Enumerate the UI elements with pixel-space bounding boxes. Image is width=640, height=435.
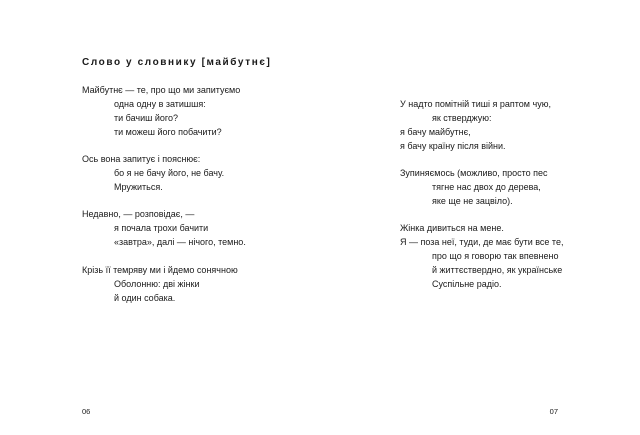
poem-line: яке ще не зацвіло).	[432, 195, 513, 206]
poem-line: я бачу країну після війни.	[400, 140, 506, 151]
poem-line: як стверджую:	[432, 112, 492, 123]
poem-line: ти можеш його побачити?	[114, 126, 222, 137]
poem-line: я почала трохи бачити	[114, 222, 209, 233]
poem-line: У надто помітній тиші я раптом чую,	[400, 99, 551, 109]
poem-line: «завтра», далі — нічого, темно.	[114, 236, 246, 247]
page-number: 07	[549, 407, 558, 416]
poem-line: про що я говорю так впевнено	[432, 250, 559, 261]
stanza-6	[400, 167, 548, 209]
poem-line: й один собака.	[114, 292, 176, 303]
poem-line: Оболонню: дві жінки	[114, 278, 200, 289]
poem-line: Майбутнє — те, про що ми запитуємо	[82, 85, 241, 95]
stanza-2	[82, 153, 224, 195]
stanza-7	[400, 222, 563, 292]
stanza-5	[400, 98, 551, 154]
poem-line: Крізь її темряву ми і йдемо сонячною	[82, 265, 238, 275]
poem-line: й життєстверднo, як українське	[432, 264, 563, 275]
poem-line: Ось вона запитує і пояснює:	[82, 154, 201, 164]
stanza-4	[82, 264, 238, 306]
poem-line: Зупиняємось (можливо, просто пес	[400, 168, 548, 178]
poem-line: Я — поза неї, туди, де має бути все те,	[400, 236, 564, 247]
poem-line: одна одну в затишшя:	[114, 98, 206, 109]
right-page	[320, 0, 640, 435]
poem-title: Слово у словнику [майбутнє]	[82, 57, 272, 68]
page-number: 06	[82, 407, 91, 416]
poem-line: бо я не бачу його, не бачу.	[114, 167, 225, 178]
poem-line: Мружиться.	[114, 181, 163, 192]
poem-line: ти бачиш його?	[114, 112, 178, 123]
stanza-1	[82, 84, 240, 140]
poem-line: Недавно, — розповідає, —	[82, 209, 195, 219]
poem-line: я бачу майбутнє,	[400, 126, 471, 137]
poem-line: Суспільне радіо.	[432, 278, 502, 289]
stanza-3	[82, 208, 246, 250]
poem-line: Жінка дивиться на мене.	[400, 223, 504, 233]
poem-line: тягне нас двох до дерева,	[432, 181, 541, 192]
